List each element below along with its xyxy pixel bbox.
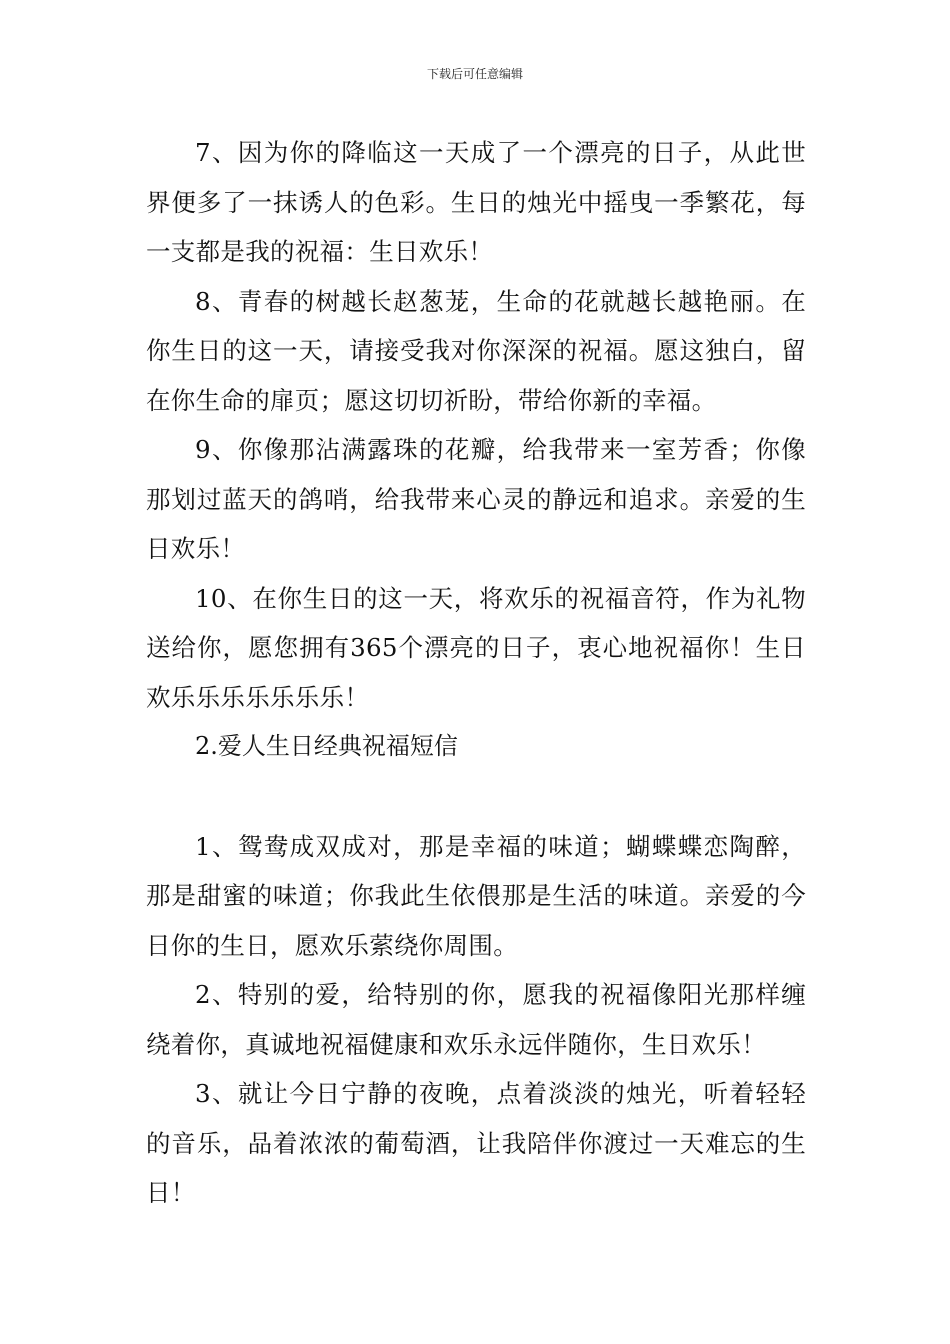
paragraph-7: 7、因为你的降临这一天成了一个漂亮的日子，从此世界便多了一抹诱人的色彩。生日的烛光中摇曳一季繁花，每一支都是我的祝福：生日欢乐！ — [146, 138, 806, 266]
paragraph-10: 10、在你生日的这一天，将欢乐的祝福音符，作为礼物送给你，愿您拥有365个漂亮的日子，衷心地祝福你！生日欢乐乐乐乐乐乐乐！ — [146, 583, 806, 712]
page-header: 下载后可任意编辑 — [426, 67, 523, 81]
section-gap — [146, 772, 806, 822]
paragraph-9: 9、你像那沾满露珠的花瓣，给我带来一室芳香；你像那划过蓝天的鸽哨，给我带来心灵的静远和追求。亲爱的生日欢乐！ — [146, 435, 806, 563]
paragraph-1: 1、鸳鸯成双成对，那是幸福的味道；蝴蝶蝶恋陶醉，那是甜蜜的味道；你我此生依偎那是生活的味道。亲爱的今日你的生日，愿欢乐萦绕你周围。 — [146, 831, 806, 960]
paragraph-8: 8、青春的树越长赵葱茏，生命的花就越长越艳丽。在你生日的这一天，请接受我对你深深的祝福。愿这独白，留在你生命的扉页；愿这切切祈盼，带给你新的幸福。 — [146, 286, 806, 415]
document-body — [146, 128, 806, 1218]
section-heading: 2.爱人生日经典祝福短信 — [195, 732, 458, 760]
paragraph-3: 3、就让今日宁静的夜晚，点着淡淡的烛光，听着轻轻的音乐，品着浓浓的葡萄酒，让我陪伴你渡过一天难忘的生日！ — [146, 1079, 806, 1207]
paragraph-2: 2、特别的爱，给特别的你，愿我的祝福像阳光那样缠绕着你，真诚地祝福健康和欢乐永远伴随你，生日欢乐！ — [146, 980, 806, 1059]
